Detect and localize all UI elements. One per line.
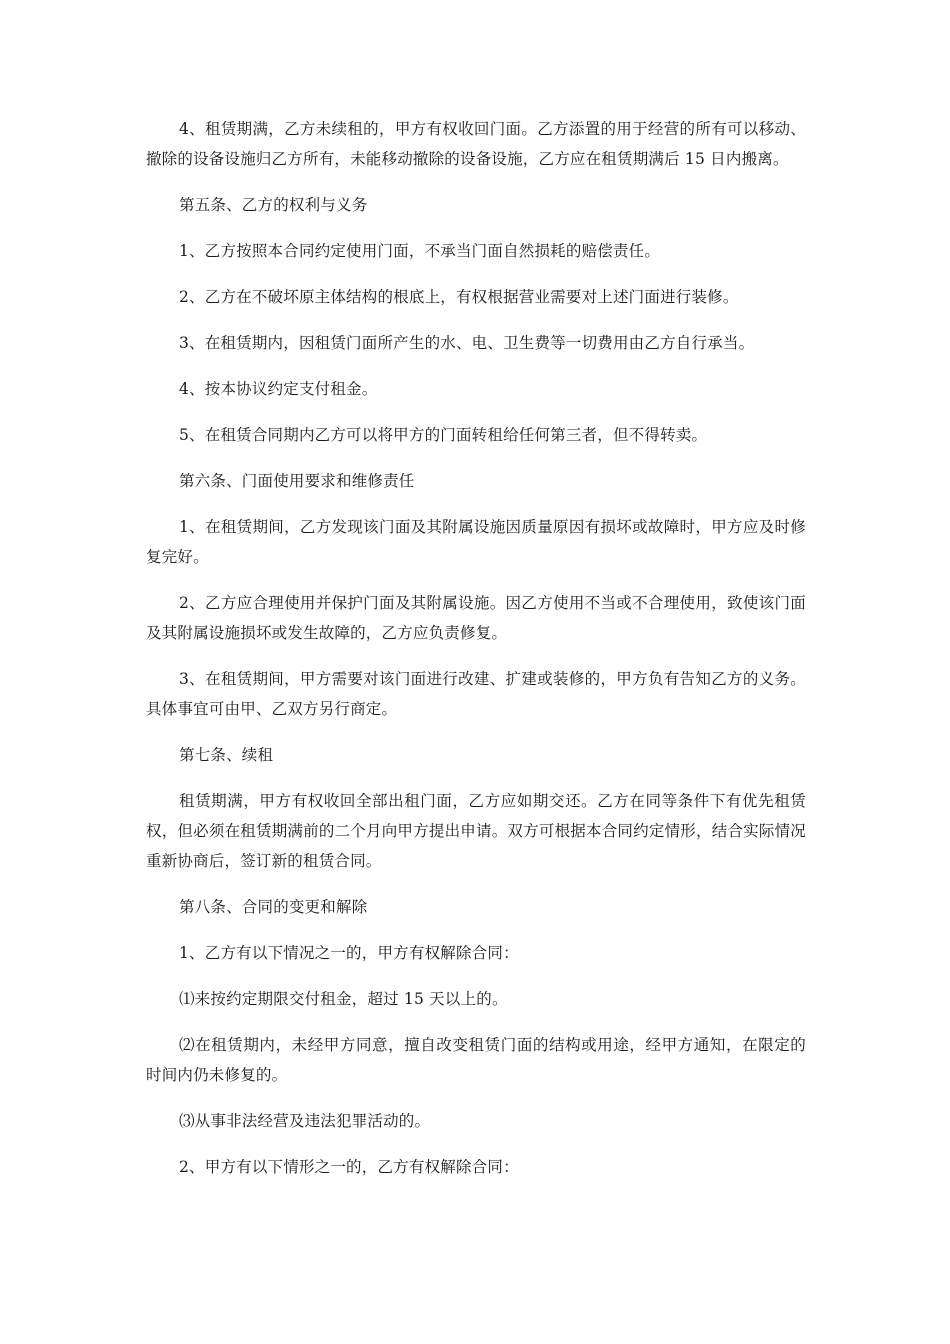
article-8-heading: 第八条、合同的变更和解除 [179, 898, 368, 916]
article-5-item-2: 2、乙方在不破坏原主体结构的根底上，有权根据营业需要对上述门面进行装修。 [179, 288, 739, 306]
article-5-heading: 第五条、乙方的权利与义务 [179, 196, 368, 214]
article-8-item-1: 1、乙方有以下情况之一的，甲方有权解除合同： [179, 944, 519, 962]
document-body [146, 114, 806, 1198]
article-5-item-1: 1、乙方按照本合同约定使用门面，不承当门面自然损耗的赔偿责任。 [179, 242, 661, 260]
article-6-heading: 第六条、门面使用要求和维修责任 [179, 472, 415, 490]
article-8-item-1-sub-3: ⑶从事非法经营及违法犯罪活动的。 [179, 1112, 431, 1130]
article-6-item-1: 1、在租赁期间，乙方发现该门面及其附属设施因质量原因有损坏或故障时，甲方应及时修复完好。 [146, 518, 806, 566]
article-8-item-1-sub-1: ⑴来按约定期限交付租金，超过 15 天以上的。 [179, 990, 508, 1008]
article-6-item-3: 3、在租赁期间，甲方需要对该门面进行改建、扩建或装修的，甲方负有告知乙方的义务。具体事宜可由甲、乙双方另行商定。 [146, 670, 806, 718]
article-7-heading: 第七条、续租 [179, 746, 274, 764]
article-7-body: 租赁期满，甲方有权收回全部出租门面，乙方应如期交还。乙方在同等条件下有优先租赁权，但必须在租赁期满前的二个月向甲方提出申请。双方可根据本合同约定情形，结合实际情况重新协商后，签订新的租赁合同。 [146, 792, 806, 870]
article-5-item-5: 5、在租赁合同期内乙方可以将甲方的门面转租给任何第三者，但不得转卖。 [179, 426, 708, 444]
article-6-item-2: 2、乙方应合理使用并保护门面及其附属设施。因乙方使用不当或不合理使用，致使该门面及其附属设施损坏或发生故障的，乙方应负责修复。 [146, 594, 806, 642]
article-8-item-2: 2、甲方有以下情形之一的，乙方有权解除合同： [179, 1158, 519, 1176]
article-8-item-1-sub-2: ⑵在租赁期内，未经甲方同意，擅自改变租赁门面的结构或用途，经甲方通知，在限定的时间内仍未修复的。 [146, 1036, 806, 1084]
article-5-item-3: 3、在租赁期内，因租赁门面所产生的水、电、卫生费等一切费用由乙方自行承当。 [179, 334, 755, 352]
clause-4-expiry-removal: 4、租赁期满，乙方未续租的，甲方有权收回门面。乙方添置的用于经营的所有可以移动、撤除的设备设施归乙方所有，未能移动撤除的设备设施，乙方应在租赁期满后 15 日内搬离。 [146, 120, 806, 168]
article-5-item-4: 4、按本协议约定支付租金。 [179, 380, 378, 398]
